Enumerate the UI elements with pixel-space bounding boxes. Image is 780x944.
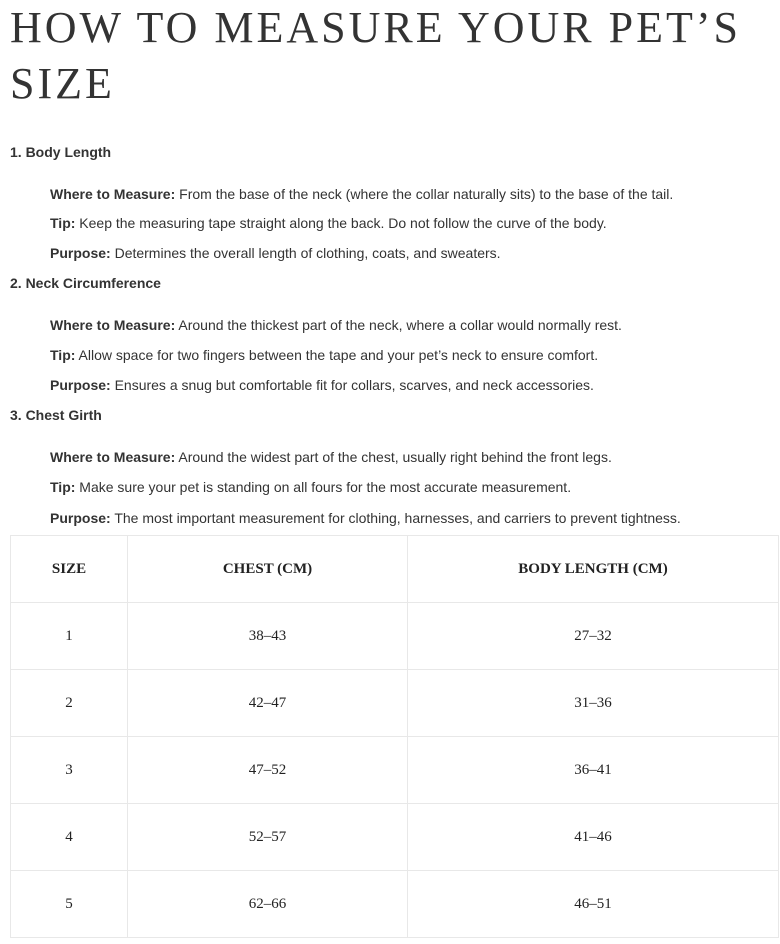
detail-text: Keep the measuring tape straight along the back. Do not follow the curve of the body.: [75, 215, 607, 231]
chest-tip: [50, 478, 571, 496]
neck-tip: [50, 346, 598, 364]
table-row: [11, 737, 779, 804]
detail-label: Where to Measure:: [50, 449, 176, 465]
neck-where: [50, 316, 622, 334]
cell-body-length: 46–51: [408, 871, 779, 938]
column-header-size: SIZE: [11, 536, 128, 603]
table-row: [11, 804, 779, 871]
table-row: [11, 603, 779, 670]
page-title: [10, 0, 778, 112]
section-heading-body-length: 1. Body Length: [10, 144, 112, 160]
page-title-line-1: HOW TO MEASURE YOUR PET’S: [10, 3, 741, 52]
detail-text: From the base of the neck (where the collar naturally sits) to the base of the tail.: [175, 186, 674, 202]
cell-chest: 47–52: [128, 737, 408, 804]
detail-label: Where to Measure:: [50, 317, 176, 333]
column-header-chest: CHEST (CM): [128, 536, 408, 603]
cell-size: 5: [11, 871, 128, 938]
chest-purpose: [50, 509, 681, 527]
cell-body-length: 27–32: [408, 603, 779, 670]
detail-text: Around the thickest part of the neck, where a collar would normally rest.: [175, 317, 622, 333]
detail-text: The most important measurement for clothing, harnesses, and carriers to prevent tightness.: [110, 510, 681, 526]
detail-text: Allow space for two fingers between the tape and your pet’s neck to ensure comfort.: [75, 347, 599, 363]
detail-label: Tip:: [50, 215, 76, 231]
body-length-tip: [50, 214, 607, 232]
detail-text: Around the widest part of the chest, usually right behind the front legs.: [175, 449, 612, 465]
cell-body-length: 41–46: [408, 804, 779, 871]
detail-label: Tip:: [50, 347, 76, 363]
cell-size: 2: [11, 670, 128, 737]
cell-chest: 42–47: [128, 670, 408, 737]
size-chart-table: [10, 535, 779, 938]
detail-label: Purpose:: [50, 245, 111, 261]
detail-text: Determines the overall length of clothing, coats, and sweaters.: [110, 245, 501, 261]
body-length-purpose: [50, 244, 501, 262]
cell-body-length: 36–41: [408, 737, 779, 804]
page-title-line-2: SIZE: [10, 59, 115, 108]
cell-chest: 62–66: [128, 871, 408, 938]
detail-label: Purpose:: [50, 510, 111, 526]
chest-where: [50, 448, 612, 466]
body-length-where: [50, 185, 673, 203]
section-heading-neck-circumference: 2. Neck Circumference: [10, 275, 161, 291]
cell-size: 1: [11, 603, 128, 670]
section-heading-chest-girth: 3. Chest Girth: [10, 407, 102, 423]
detail-label: Purpose:: [50, 377, 111, 393]
neck-purpose: [50, 376, 594, 394]
detail-text: Ensures a snug but comfortable fit for collars, scarves, and neck accessories.: [110, 377, 594, 393]
detail-label: Where to Measure:: [50, 186, 176, 202]
cell-chest: 38–43: [128, 603, 408, 670]
detail-label: Tip:: [50, 479, 76, 495]
cell-size: 3: [11, 737, 128, 804]
cell-body-length: 31–36: [408, 670, 779, 737]
table-header-row: [11, 536, 779, 603]
cell-size: 4: [11, 804, 128, 871]
table-row: [11, 871, 779, 938]
detail-text: Make sure your pet is standing on all fours for the most accurate measurement.: [75, 479, 572, 495]
column-header-body-length: BODY LENGTH (CM): [408, 536, 779, 603]
table-row: [11, 670, 779, 737]
cell-chest: 52–57: [128, 804, 408, 871]
